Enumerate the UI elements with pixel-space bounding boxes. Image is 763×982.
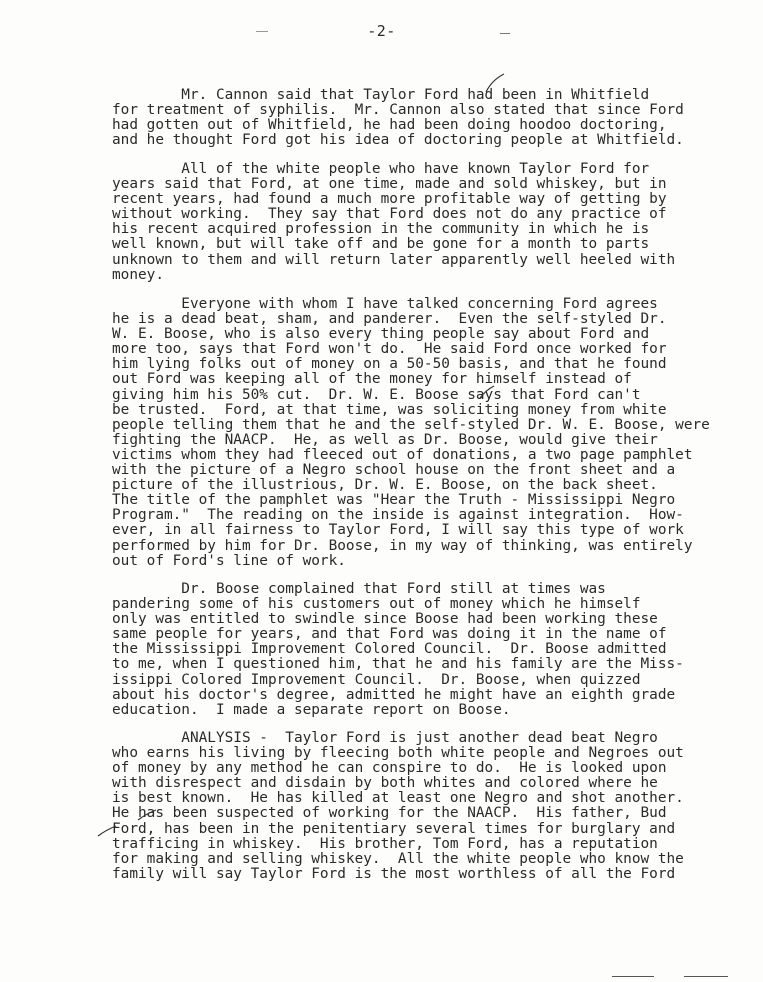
text-line: out Ford was keeping all of the money for himself instead of	[112, 371, 632, 388]
text-line: pandering some of his customers out of money which he himself	[112, 596, 641, 613]
text-line: of money by any method he can conspire to do. He is looked upon	[112, 760, 667, 777]
text-line: unknown to them and will return later apparently well heeled with	[112, 251, 676, 268]
text-line: family will say Taylor Ford is the most worthless of all the Ford	[112, 865, 676, 882]
text-line: with disrespect and disdain by both whites and colored where he	[112, 775, 658, 792]
text-line: who earns his living by fleecing both white people and Negroes out	[112, 745, 684, 762]
text-line: victims whom they had fleeced out of donations, a two page pamphlet	[112, 446, 693, 463]
text-line: fighting the NAACP. He, as well as Dr. Boose, would give their	[112, 431, 658, 448]
text-line: He has been suspected of working for the NAACP. His father, Bud	[112, 805, 667, 822]
text-line: well known, but will take off and be gone for a month to parts	[112, 236, 650, 253]
text-line: performed by him for Dr. Boose, in my way of thinking, was entirely	[112, 537, 693, 554]
text-line: same people for years, and that Ford was doing it in the name of	[112, 626, 667, 643]
scan-mark	[612, 976, 654, 977]
text-line: education. I made a separate report on Boose.	[112, 701, 511, 718]
text-line: years said that Ford, at one time, made and sold whiskey, but in	[112, 176, 667, 193]
text-line: ever, in all fairness to Taylor Ford, I will say this type of work	[112, 522, 684, 539]
text-line: money.	[112, 266, 164, 283]
paragraph	[112, 731, 752, 882]
text-line: Ford, has been in the penitentiary several times for burglary and	[112, 820, 676, 837]
text-line: about his doctor's degree, admitted he might have an eighth grade	[112, 686, 676, 703]
scan-mark	[256, 31, 268, 32]
text-line: more too, says that Ford won't do. He said Ford once worked for	[112, 341, 667, 358]
text-line: and he thought Ford got his idea of doctoring people at Whitfield.	[112, 132, 684, 149]
text-line: is best known. He has killed at least one Negro and shot another.	[112, 790, 684, 807]
text-line: Program." The reading on the inside is against integration. How-	[112, 507, 684, 524]
scan-mark	[684, 976, 728, 977]
text-line: picture of the illustrious, Dr. W. E. Boose, on the back sheet.	[112, 477, 658, 494]
text-line: only was entitled to swindle since Boose had been working these	[112, 611, 658, 628]
scan-mark	[500, 33, 510, 34]
text-line: had gotten out of Whitfield, he had been doing hoodoo doctoring,	[112, 117, 667, 134]
text-line: him lying folks out of money on a 50-50 basis, and that he found	[112, 356, 667, 373]
text-line: Mr. Cannon said that Taylor Ford had been in Whitfield	[112, 87, 650, 103]
text-line: be trusted. Ford, at that time, was soliciting money from white	[112, 401, 667, 418]
text-line: his recent acquired profession in the community in which he is	[112, 221, 650, 238]
text-line: Everyone with whom I have talked concerning Ford agrees	[112, 296, 658, 312]
page-number: -2-	[367, 22, 396, 40]
text-line: All of the white people who have known Taylor Ford for	[112, 161, 650, 177]
text-line: for making and selling whiskey. All the white people who know the	[112, 850, 684, 867]
text-line: with the picture of a Negro school house on the front sheet and a	[112, 462, 676, 479]
text-line: out of Ford's line of work.	[112, 552, 346, 569]
text-line: for treatment of syphilis. Mr. Cannon also stated that since Ford	[112, 102, 684, 119]
text-line: issippi Colored Improvement Council. Dr. Boose, when quizzed	[112, 671, 641, 688]
text-line: W. E. Boose, who is also every thing people say about Ford and	[112, 326, 650, 343]
text-line: to me, when I questioned him, that he and his family are the Miss-	[112, 656, 684, 673]
text-line: giving him his 50% cut. Dr. W. E. Boose says that Ford can't	[112, 386, 641, 403]
paragraph	[112, 582, 752, 718]
paragraph	[112, 88, 752, 148]
text-line: he is a dead beat, sham, and panderer. Even the self-styled Dr.	[112, 311, 667, 328]
text-line: The title of the pamphlet was "Hear the Truth - Mississippi Negro	[112, 492, 676, 509]
text-line: Dr. Boose complained that Ford still at times was	[112, 581, 606, 597]
text-line: ANALYSIS - Taylor Ford is just another dead beat Negro	[112, 730, 658, 746]
text-line: the Mississippi Improvement Colored Council. Dr. Boose admitted	[112, 641, 667, 658]
text-line: recent years, had found a much more profitable way of getting by	[112, 191, 667, 208]
text-line: trafficing in whiskey. His brother, Tom Ford, has a reputation	[112, 835, 658, 852]
paragraph	[112, 297, 752, 569]
text-line: people telling them that he and the self-styled Dr. W. E. Boose, were	[112, 416, 710, 433]
paragraph	[112, 162, 752, 283]
text-line: without working. They say that Ford does not do any practice of	[112, 206, 667, 223]
